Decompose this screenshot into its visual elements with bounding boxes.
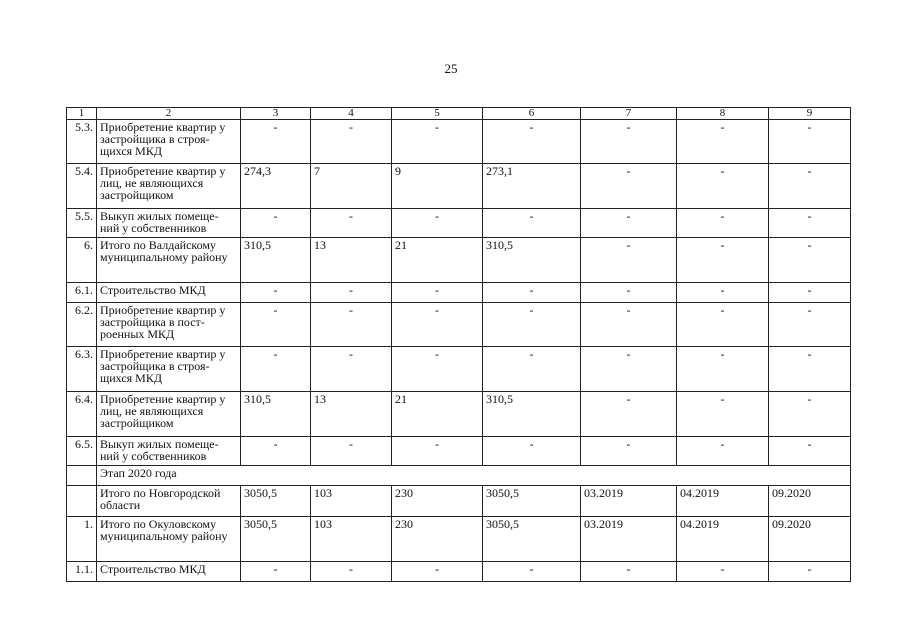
row-number: 5.3. bbox=[67, 120, 97, 164]
cell-value: - bbox=[769, 209, 851, 238]
cell-value: 310,5 bbox=[483, 238, 581, 283]
cell-value: - bbox=[483, 283, 581, 303]
cell-value: - bbox=[581, 303, 677, 347]
cell-value: - bbox=[677, 437, 769, 466]
cell-value: - bbox=[677, 120, 769, 164]
row-number bbox=[67, 486, 97, 517]
row-number: 6. bbox=[67, 238, 97, 283]
cell-value: 310,5 bbox=[483, 392, 581, 437]
row-name: Приобретение квартир у застройщика в строя-щихся МКД bbox=[97, 347, 241, 392]
cell-value: - bbox=[311, 347, 392, 392]
table-row bbox=[67, 303, 851, 347]
cell-value: 3050,5 bbox=[241, 486, 311, 517]
row-number: 5.4. bbox=[67, 164, 97, 209]
row-number: 6.3. bbox=[67, 347, 97, 392]
cell-value: 103 bbox=[311, 486, 392, 517]
cell-value: - bbox=[241, 209, 311, 238]
page-number: 25 bbox=[444, 61, 458, 76]
cell-value: - bbox=[769, 164, 851, 209]
cell-value: - bbox=[241, 347, 311, 392]
row-name: Итого по Окуловскому муниципальному району bbox=[97, 517, 241, 562]
cell-value: - bbox=[392, 437, 483, 466]
stage-label: Этап 2020 года bbox=[97, 466, 851, 486]
column-number: 7 bbox=[581, 108, 677, 120]
row-number: 6.5. bbox=[67, 437, 97, 466]
row-name: Строительство МКД bbox=[97, 283, 241, 303]
cell-value: - bbox=[392, 283, 483, 303]
cell-value: - bbox=[483, 347, 581, 392]
row-name: Выкуп жилых помеще-ний у собственников bbox=[97, 209, 241, 238]
cell-value: - bbox=[392, 303, 483, 347]
cell-value: - bbox=[581, 209, 677, 238]
table-row bbox=[67, 238, 851, 283]
cell-value: - bbox=[769, 392, 851, 437]
row-number: 6.1. bbox=[67, 283, 97, 303]
cell-value: 230 bbox=[392, 486, 483, 517]
cell-value: - bbox=[769, 437, 851, 466]
cell-value: - bbox=[677, 562, 769, 582]
cell-value: 13 bbox=[311, 392, 392, 437]
table-row bbox=[67, 517, 851, 562]
cell-value: 04.2019 bbox=[677, 486, 769, 517]
table-row bbox=[67, 347, 851, 392]
cell-value: 274,3 bbox=[241, 164, 311, 209]
cell-value: - bbox=[769, 238, 851, 283]
cell-value: - bbox=[769, 120, 851, 164]
row-name: Приобретение квартир у лиц, не являющихся застройщиком bbox=[97, 392, 241, 437]
row-name: Итого по Валдайскому муниципальному району bbox=[97, 238, 241, 283]
stage-row bbox=[67, 466, 851, 486]
table-row bbox=[67, 164, 851, 209]
cell-value: 03.2019 bbox=[581, 486, 677, 517]
cell-value: - bbox=[769, 347, 851, 392]
cell-value: - bbox=[311, 437, 392, 466]
cell-value: 21 bbox=[392, 392, 483, 437]
cell-value: - bbox=[677, 347, 769, 392]
cell-value: - bbox=[241, 562, 311, 582]
cell-value: - bbox=[581, 283, 677, 303]
row-number: 6.4. bbox=[67, 392, 97, 437]
cell-value: - bbox=[241, 120, 311, 164]
cell-value: 103 bbox=[311, 517, 392, 562]
column-number: 9 bbox=[769, 108, 851, 120]
column-number: 2 bbox=[97, 108, 241, 120]
row-name: Приобретение квартир у застройщика в пост-роенных МКД bbox=[97, 303, 241, 347]
column-number: 4 bbox=[311, 108, 392, 120]
row-number: 6.2. bbox=[67, 303, 97, 347]
cell-value: - bbox=[241, 283, 311, 303]
cell-value: - bbox=[581, 392, 677, 437]
cell-value: - bbox=[677, 164, 769, 209]
table-row bbox=[67, 209, 851, 238]
cell-value: - bbox=[677, 303, 769, 347]
cell-value: - bbox=[392, 347, 483, 392]
cell-value: 21 bbox=[392, 238, 483, 283]
table-row bbox=[67, 562, 851, 582]
row-name: Итого по Новгородской области bbox=[97, 486, 241, 517]
table-row bbox=[67, 392, 851, 437]
cell-value: - bbox=[581, 562, 677, 582]
cell-value: - bbox=[677, 392, 769, 437]
table-row bbox=[67, 120, 851, 164]
cell-value: - bbox=[581, 238, 677, 283]
cell-value: - bbox=[311, 283, 392, 303]
cell-value: - bbox=[677, 283, 769, 303]
column-number: 1 bbox=[67, 108, 97, 120]
cell-value: 03.2019 bbox=[581, 517, 677, 562]
cell-value: 310,5 bbox=[241, 238, 311, 283]
cell-value: - bbox=[581, 164, 677, 209]
column-number-row bbox=[67, 108, 851, 120]
cell-value: - bbox=[392, 562, 483, 582]
cell-value: - bbox=[483, 209, 581, 238]
cell-value: - bbox=[581, 437, 677, 466]
data-table bbox=[66, 107, 851, 582]
cell-value: 7 bbox=[311, 164, 392, 209]
cell-value: 3050,5 bbox=[241, 517, 311, 562]
cell-value: 09.2020 bbox=[769, 517, 851, 562]
table-row bbox=[67, 283, 851, 303]
cell-value: - bbox=[392, 120, 483, 164]
cell-value: 273,1 bbox=[483, 164, 581, 209]
cell-value: - bbox=[581, 120, 677, 164]
column-number: 5 bbox=[392, 108, 483, 120]
cell-value: 04.2019 bbox=[677, 517, 769, 562]
table-row bbox=[67, 437, 851, 466]
cell-value: - bbox=[769, 562, 851, 582]
row-name: Приобретение квартир у лиц, не являющихся застройщиком bbox=[97, 164, 241, 209]
column-number: 6 bbox=[483, 108, 581, 120]
empty-cell bbox=[67, 466, 97, 486]
cell-value: - bbox=[769, 303, 851, 347]
cell-value: 3050,5 bbox=[483, 517, 581, 562]
cell-value: 310,5 bbox=[241, 392, 311, 437]
cell-value: 3050,5 bbox=[483, 486, 581, 517]
cell-value: - bbox=[677, 238, 769, 283]
row-number: 5.5. bbox=[67, 209, 97, 238]
cell-value: 13 bbox=[311, 238, 392, 283]
cell-value: - bbox=[677, 209, 769, 238]
row-name: Приобретение квартир у застройщика в строя-щихся МКД bbox=[97, 120, 241, 164]
cell-value: 9 bbox=[392, 164, 483, 209]
column-number: 8 bbox=[677, 108, 769, 120]
cell-value: - bbox=[483, 120, 581, 164]
cell-value: - bbox=[483, 562, 581, 582]
cell-value: - bbox=[311, 120, 392, 164]
row-name: Выкуп жилых помеще-ний у собственников bbox=[97, 437, 241, 466]
table-row bbox=[67, 486, 851, 517]
cell-value: - bbox=[581, 347, 677, 392]
cell-value: - bbox=[483, 437, 581, 466]
cell-value: - bbox=[311, 209, 392, 238]
cell-value: - bbox=[392, 209, 483, 238]
column-number: 3 bbox=[241, 108, 311, 120]
row-name: Строительство МКД bbox=[97, 562, 241, 582]
cell-value: - bbox=[311, 303, 392, 347]
cell-value: 09.2020 bbox=[769, 486, 851, 517]
cell-value: - bbox=[241, 437, 311, 466]
cell-value: - bbox=[311, 562, 392, 582]
cell-value: - bbox=[769, 283, 851, 303]
row-number: 1. bbox=[67, 517, 97, 562]
cell-value: - bbox=[483, 303, 581, 347]
cell-value: - bbox=[241, 303, 311, 347]
row-number: 1.1. bbox=[67, 562, 97, 582]
cell-value: 230 bbox=[392, 517, 483, 562]
